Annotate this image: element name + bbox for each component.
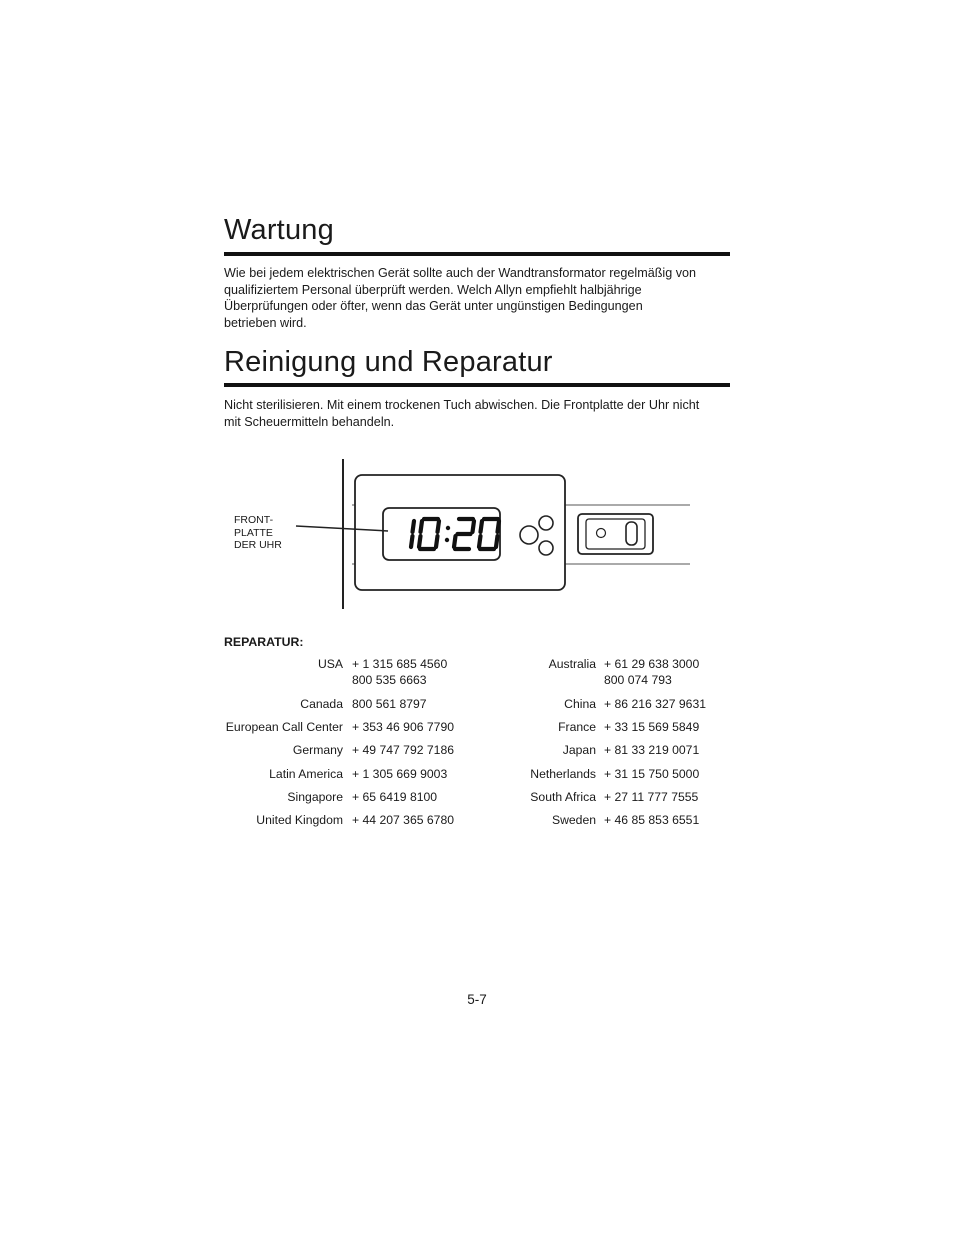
phone-number: + 86 216 327 9631 [604, 697, 706, 711]
phone-number: 800 561 8797 [352, 697, 427, 711]
phone-numbers [604, 720, 699, 736]
country-name: Japan [562, 743, 596, 757]
phone-number: 800 535 6663 [352, 672, 427, 687]
phone-numbers [604, 743, 699, 759]
phone-number: + 353 46 906 7790 [352, 720, 454, 734]
country-name: Latin America [269, 767, 343, 781]
phone-numbers [604, 813, 699, 829]
phone-number: + 33 15 569 5849 [604, 720, 700, 734]
phone-numbers [604, 697, 706, 713]
country-name: France [558, 720, 596, 734]
text-line: mit Scheuermitteln behandeln. [224, 414, 395, 429]
phone-number: + 27 11 777 7555 [604, 790, 699, 804]
country-name: Canada [300, 697, 343, 711]
clock-figure [224, 455, 704, 615]
country-name: European Call Center [225, 720, 343, 734]
clock-display [383, 508, 500, 560]
country-name: USA [317, 657, 343, 671]
phone-numbers [604, 657, 699, 688]
text-line: Wie bei jedem elektrischen Gerät sollte auch der Wandtransformator regelmäßig von [224, 266, 697, 280]
phone-number: + 61 29 638 3000 [604, 657, 700, 671]
country-name: Netherlands [530, 767, 596, 781]
country-name: United Kingdom [256, 813, 343, 827]
title-rule [224, 383, 730, 387]
phone-number: + 44 207 365 6780 [352, 813, 454, 827]
country-name: Australia [548, 657, 596, 671]
text-line: qualifiziertem Personal überprüft werden. Welch Allyn empfiehlt halbjährige [224, 282, 642, 297]
reinigung-paragraph [224, 397, 734, 430]
page-number: 5-7 [467, 992, 487, 1007]
wartung-paragraph [224, 265, 734, 331]
section-title-reinigung: Reinigung und Reparatur [224, 346, 553, 378]
section-title-wartung: Wartung [224, 214, 334, 246]
text-line: Überprüfungen oder öfter, wenn das Gerät unter ungünstigen Bedingungen [224, 299, 643, 313]
country-name: South Africa [530, 790, 596, 804]
phone-number: + 1 315 685 4560 [352, 657, 448, 671]
phone-number: + 46 85 853 6551 [604, 813, 700, 827]
phone-number: + 81 33 219 0071 [604, 743, 700, 757]
text-line: Nicht sterilisieren. Mit einem trockenen Tuch abwischen. Die Frontplatte der Uhr nicht [224, 398, 700, 412]
phone-number: + 1 305 669 9003 [352, 767, 448, 781]
country-name: Singapore [287, 790, 343, 804]
phone-number: + 65 6419 8100 [352, 790, 438, 804]
text-line: betrieben wird. [224, 315, 307, 330]
country-name: Sweden [551, 813, 596, 827]
phone-number: + 49 747 792 7186 [352, 743, 454, 757]
phone-numbers [604, 767, 699, 783]
phone-number: 800 074 793 [604, 672, 672, 687]
title-rule [224, 252, 730, 256]
phone-number: + 31 15 750 5000 [604, 767, 700, 781]
clock-illustration [224, 455, 704, 615]
country-name: Germany [292, 743, 343, 757]
country-name: China [564, 697, 596, 711]
repair-heading: REPARATUR: [224, 635, 304, 649]
figure-callout-label: FRONT- PLATTE DER UHR [234, 514, 282, 551]
phone-numbers [604, 790, 698, 806]
